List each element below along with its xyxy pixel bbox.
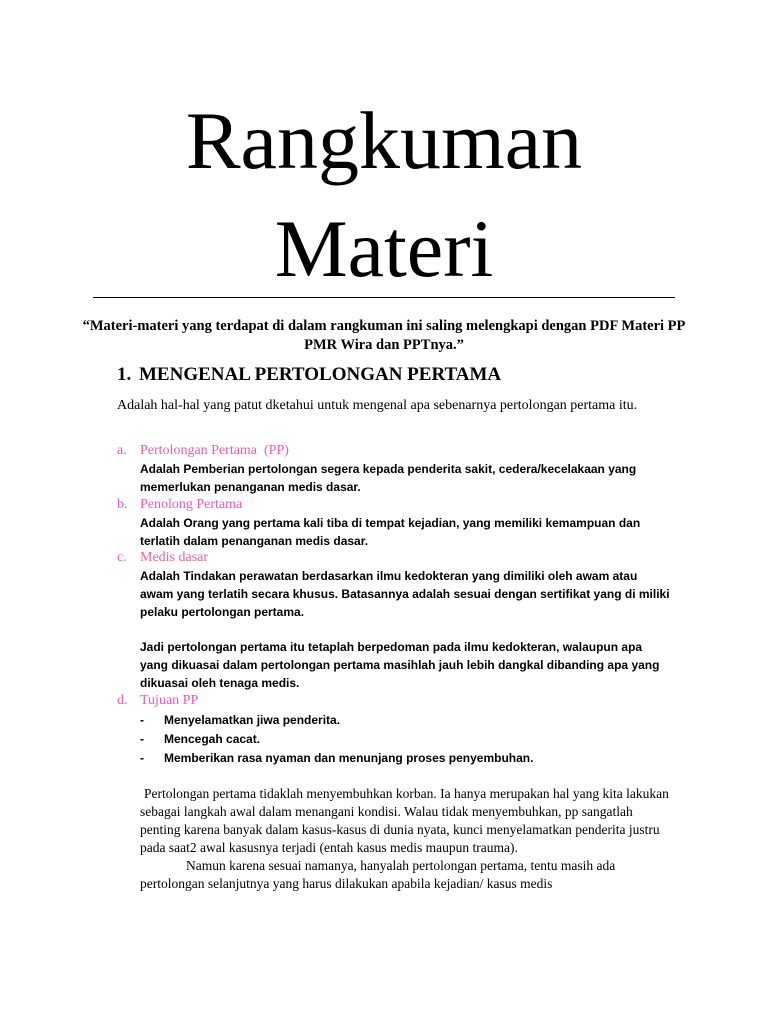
item-label-d [117, 692, 677, 710]
body-text [140, 785, 675, 893]
title-line-2: Materi [274, 203, 494, 294]
item-marker-b: b. [117, 497, 128, 512]
item-title-b: Penolong Pertama [140, 497, 243, 512]
intro-quote: “Materi-materi yang terdapat di dalam rangkuman ini saling melengkapi dengan PDF Materi PP PMR Wira dan PPTnya.” [82, 318, 686, 353]
item-title-a: Pertolongan Pertama (PP) [140, 443, 289, 458]
item-note-c: Jadi pertolongan pertama itu tetaplah berpedoman pada ilmu kedokteran, walaupun apa yang dikuasai dalam pertolongan pertama masihlah jauh lebih dangkal dibanding apa yang dikuasai oleh tenaga medis. [140, 640, 660, 690]
bullet-text: Memberikan rasa nyaman dan menunjang proses penyembuhan. [164, 751, 534, 765]
item-text-b: Adalah Orang yang pertama kali tiba di tempat kejadian, yang memiliki kemampuan dan terlatih dalam penanganan medis dasar. [140, 516, 641, 548]
item-label-b [117, 496, 677, 514]
item-text-a: Adalah Pemberian pertolongan segera kepada penderita sakit, cedera/kecelakaan yang memerlukan penanganan medis dasar. [140, 462, 637, 494]
section-heading [117, 364, 501, 386]
bullet-dash: - [140, 751, 144, 765]
item-label-a [117, 442, 677, 460]
title-divider [93, 297, 675, 298]
bullet-text: Menyelamatkan jiwa penderita. [164, 713, 341, 727]
item-title-d: Tujuan PP [140, 693, 199, 708]
paragraph-1: Pertolongan pertama tidaklah menyembuhkan korban. Ia hanya merupakan hal yang kita lakukan sebagai langkah awal dalam menangani kondisi. Walau tidak menyembuhkan, pp sangatlah penting karena banyak dalam kasus-kasus di dunia nyata, kunci menyelamatkan penderita justru pada saat2 awal kasusnya terjadi (entah kasus medis maupun trauma). [140, 786, 669, 855]
item-marker-d: d. [117, 693, 128, 708]
title-line-1: Rangkuman [185, 95, 583, 186]
bullet-text: Mencegah cacat. [164, 732, 261, 746]
paragraph-2: Namun karena sesuai namanya, hanyalah pertolongan pertama, tentu masih ada pertolongan selanjutnya yang harus dilakukan apabila kejadian/ kasus medis [140, 858, 616, 891]
item-marker-c: c. [117, 550, 127, 565]
item-label-c [117, 549, 677, 567]
bullet-dash: - [140, 732, 144, 746]
section-intro: Adalah hal-hal yang patut dketahui untuk mengenal apa sebenarnya pertolongan pertama itu. [117, 398, 638, 413]
bullet-dash: - [140, 713, 144, 727]
item-text-c: Adalah Tindakan perawatan berdasarkan ilmu kedokteran yang dimiliki oleh awam atau awam yang terlatih secara khusus. Batasannya adalah sesuai dengan sertifikat yang di miliki pelaku pertolongan pertama. [140, 569, 670, 619]
section-title: MENGENAL PERTOLONGAN PERTAMA [139, 364, 502, 385]
item-marker-a: a. [117, 443, 127, 458]
item-title-c: Medis dasar [140, 550, 209, 565]
section-number: 1. [117, 364, 132, 385]
